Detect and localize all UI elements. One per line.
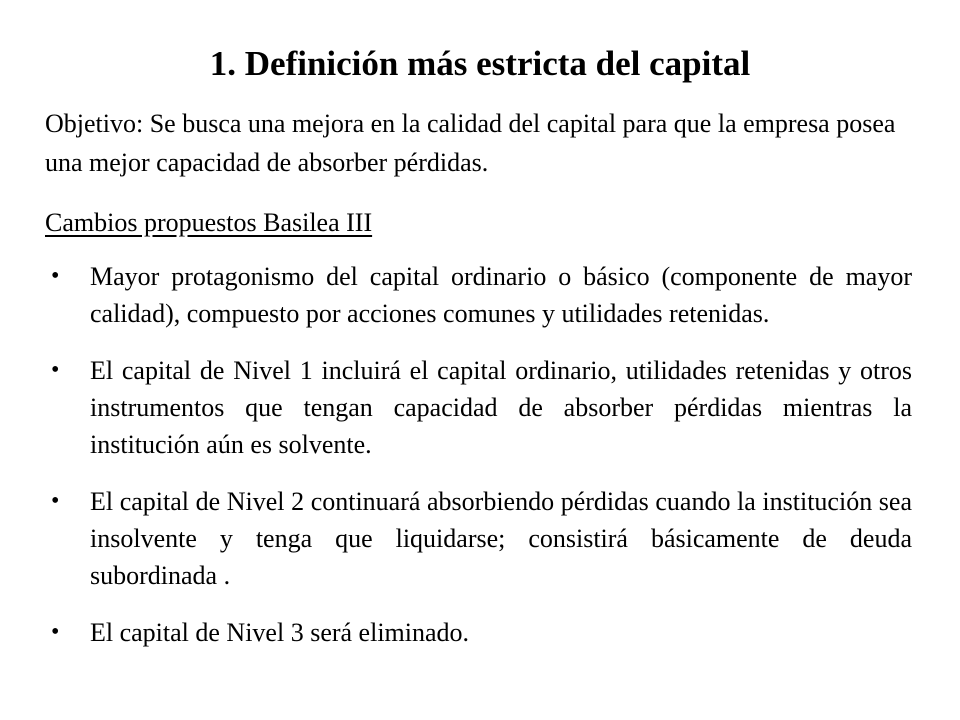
bullet-icon: •	[51, 619, 60, 645]
bullet-text: Mayor protagonismo del capital ordinario o básico (componente de mayor calidad), compuesto por acciones comunes y utilidades retenidas.	[90, 262, 912, 328]
section-subtitle: Cambios propuestos Basilea III	[45, 208, 373, 237]
bullet-item-4	[0, 614, 912, 651]
bullet-icon: •	[51, 263, 60, 289]
bullet-text: El capital de Nivel 2 continuará absorbiendo pérdidas cuando la institución sea insolvente y tenga que liquidarse; consistirá básicamente de deuda subordinada .	[90, 487, 912, 590]
bullet-icon: •	[51, 357, 60, 383]
bullet-text: El capital de Nivel 1 incluirá el capital ordinario, utilidades retenidas y otros instrumentos que tengan capacidad de absorber pérdidas mientras la institución aún es solvente.	[90, 356, 912, 459]
slide-title: 1. Definición más estricta del capital	[209, 44, 751, 83]
bullet-item-1	[0, 258, 912, 332]
bullet-item-2	[0, 352, 912, 463]
bullet-icon: •	[51, 488, 60, 514]
objective-text: Objetivo: Se busca una mejora en la calidad del capital para que la empresa posea una mejor capacidad de absorber pérdidas.	[45, 109, 896, 177]
bullet-item-3	[0, 483, 912, 594]
bullet-list	[0, 258, 960, 671]
bullet-text: El capital de Nivel 3 será eliminado.	[90, 618, 470, 647]
